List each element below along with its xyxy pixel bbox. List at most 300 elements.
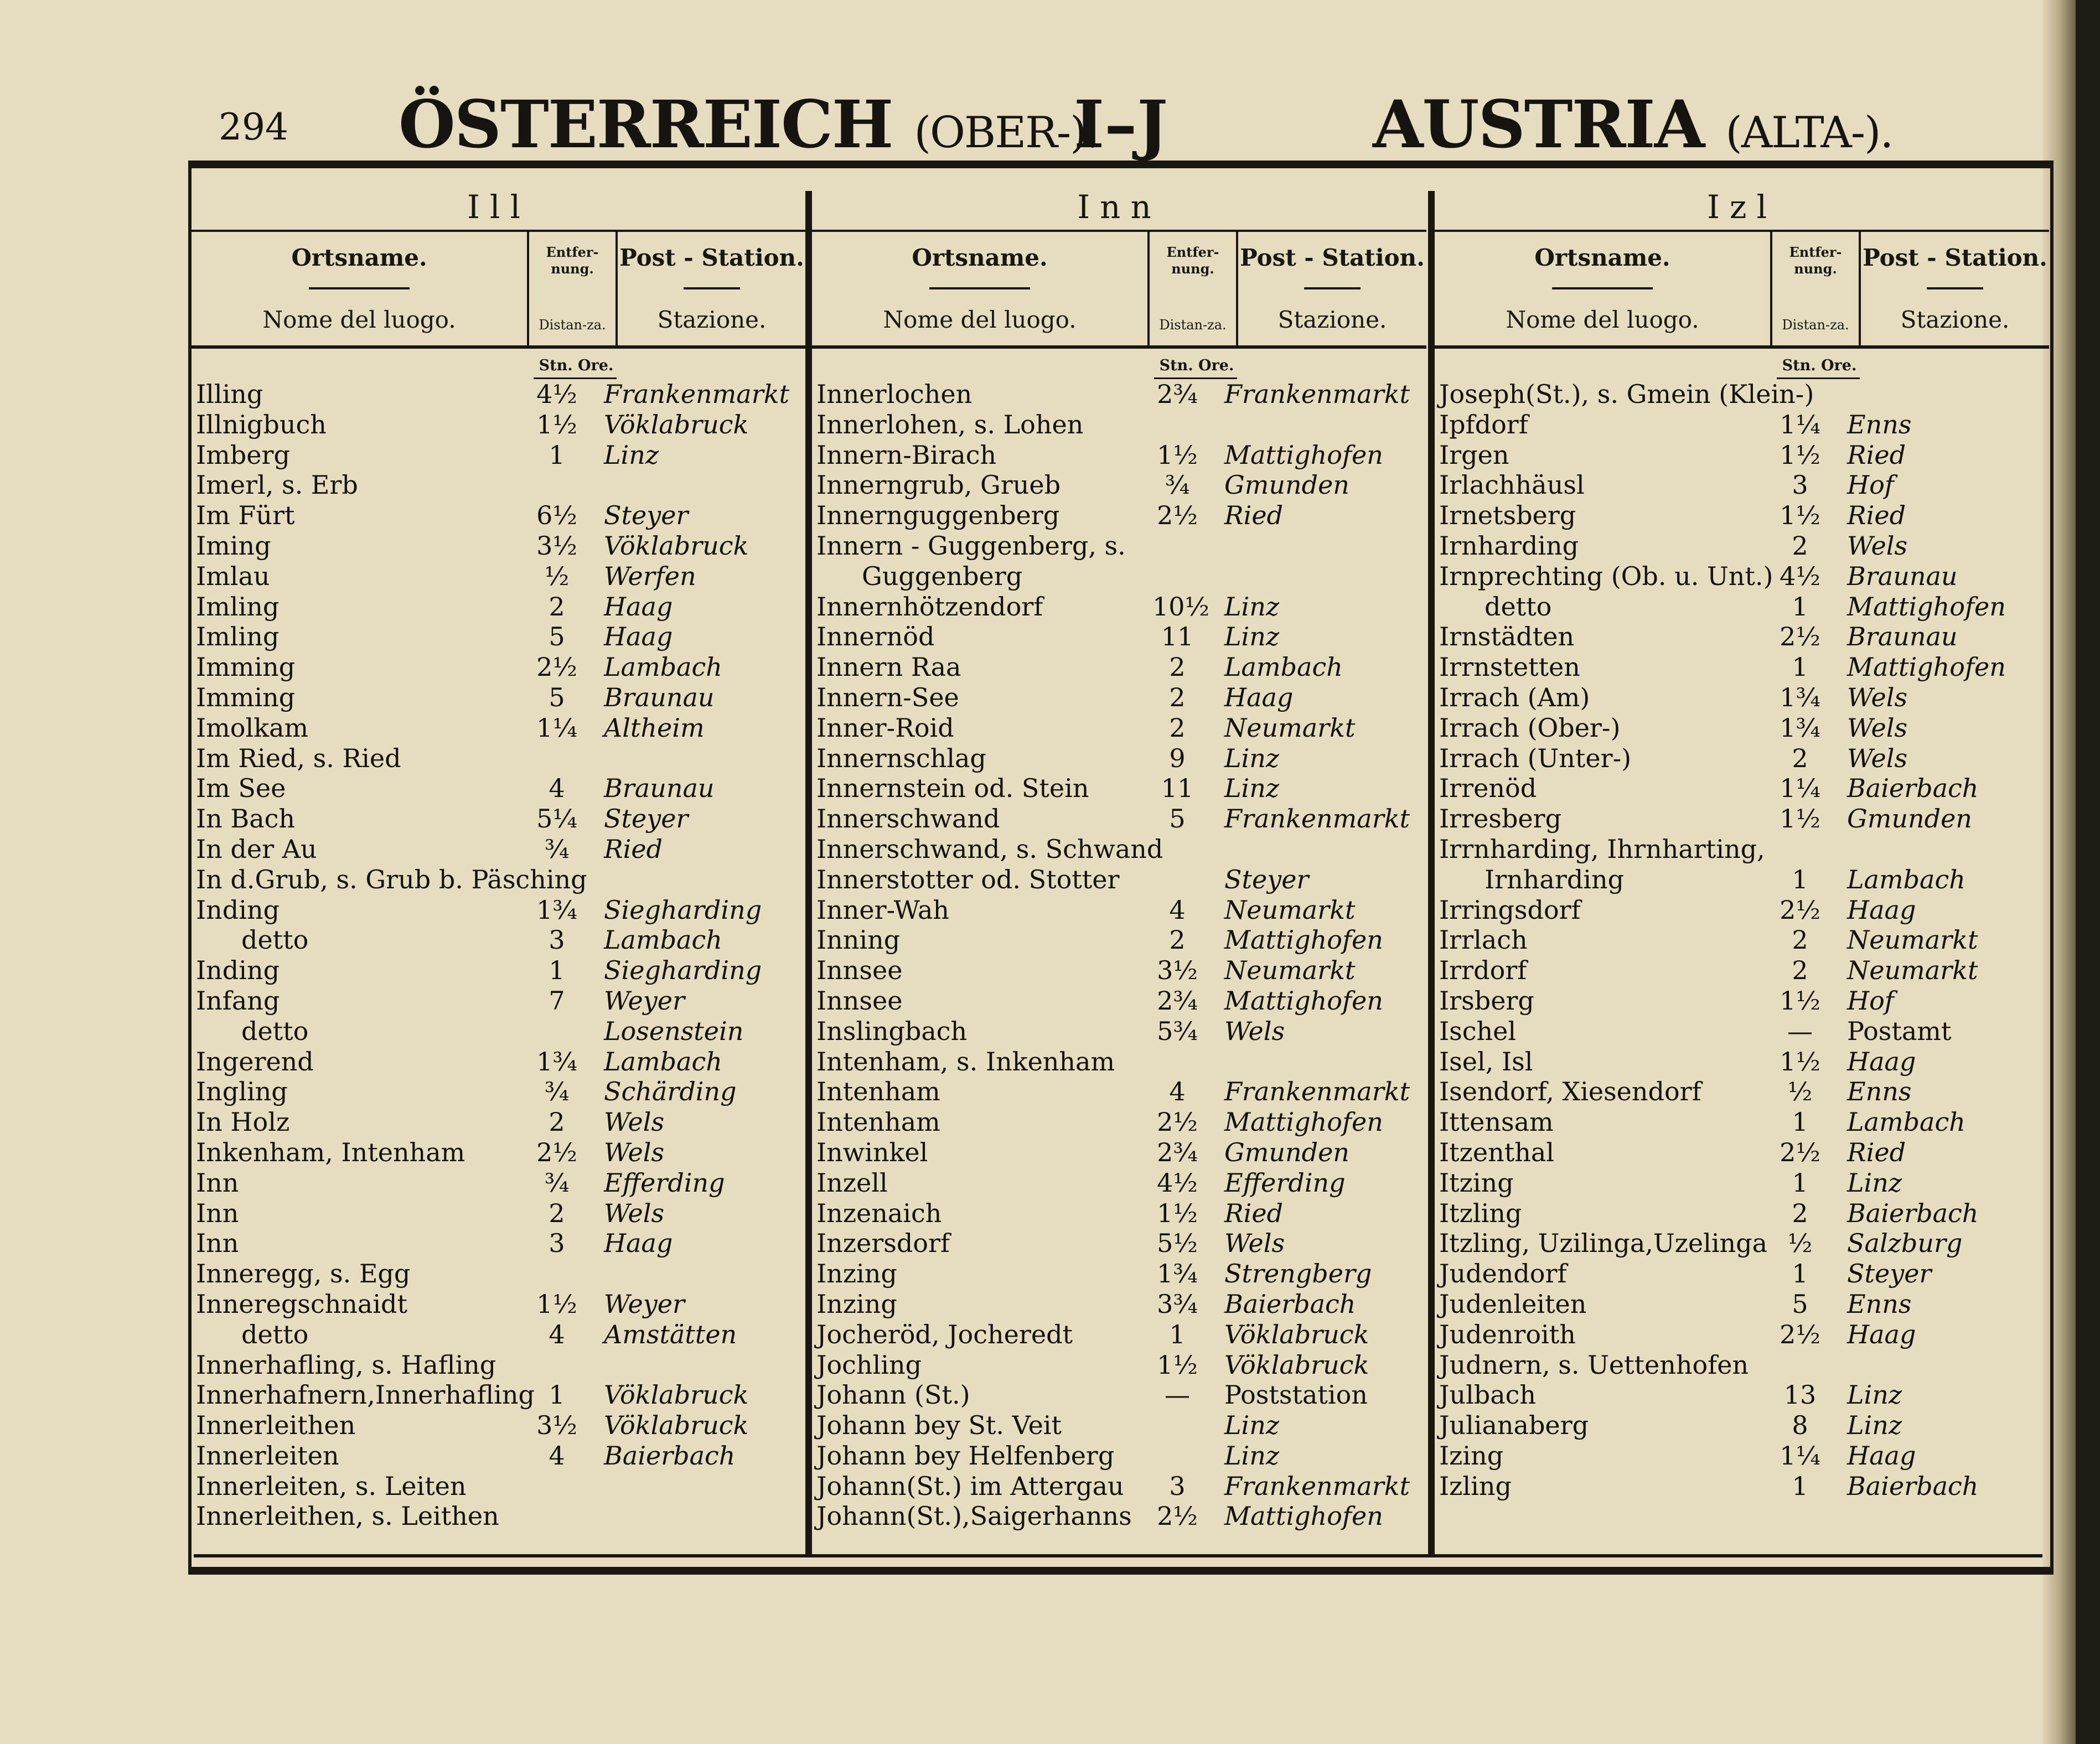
distance: 1¼ <box>1780 773 1820 804</box>
post-station: Linz <box>1847 1410 1902 1441</box>
distance: 1½ <box>1780 1046 1820 1077</box>
place-name: Innerlochen <box>816 379 973 409</box>
post-station: Mattighofen <box>1224 1107 1383 1137</box>
distance: ¾ <box>544 1077 570 1107</box>
column-divider <box>1428 191 1435 1555</box>
table-row <box>1435 1137 2049 1168</box>
table-row <box>1435 592 2049 622</box>
place-name: Innerleiten <box>196 1440 339 1471</box>
distance: 5½ <box>1157 1228 1198 1259</box>
post-station: Haag <box>1847 894 1916 925</box>
distance: 1¼ <box>536 712 577 743</box>
table-row <box>1435 925 2049 955</box>
header-post-station <box>1238 232 1426 345</box>
table-row <box>192 1441 806 1471</box>
table-row <box>192 1501 806 1531</box>
table-row <box>192 440 806 470</box>
label-post-station: Post - Station. <box>1863 244 2047 271</box>
post-station: Ried <box>604 834 663 864</box>
table-row <box>812 986 1426 1016</box>
place-name: Innerlohen, s. Lohen <box>816 409 1084 439</box>
title-italian <box>1373 77 1892 172</box>
place-name: Inding <box>196 955 280 986</box>
table-row <box>192 652 806 682</box>
table-row <box>1435 1077 2049 1107</box>
place-name: Inslingbach <box>816 1016 968 1046</box>
distance: 6½ <box>536 500 577 531</box>
distance: 1¾ <box>536 1046 577 1077</box>
distance: 1½ <box>1780 439 1820 470</box>
place-name: Innerleithen <box>196 1410 356 1441</box>
distance: 4 <box>549 1440 565 1471</box>
table-row <box>812 895 1426 925</box>
place-name: Irnstädten <box>1439 622 1575 652</box>
table-row <box>192 1077 806 1107</box>
place-name: Inzing <box>816 1259 897 1289</box>
place-name: Intenham, s. Inkenham <box>816 1046 1115 1077</box>
place-name: Intenham <box>816 1077 940 1107</box>
table-row <box>192 1319 806 1350</box>
table-row <box>1435 652 2049 682</box>
header-rule <box>929 287 1030 289</box>
table-row <box>1435 1471 2049 1502</box>
post-station: Wels <box>1847 530 1908 561</box>
place-name: Imming <box>196 682 296 712</box>
post-station: Ried <box>1224 1198 1284 1228</box>
place-name: Irnharding <box>1439 530 1579 561</box>
place-name: Irringsdorf <box>1439 894 1581 925</box>
place-name: Itzling, Uzilinga,Uzelinga <box>1439 1228 1768 1259</box>
post-station: Ried <box>1224 500 1284 531</box>
post-station: Frankenmarkt <box>1224 1471 1410 1501</box>
post-station: Vöklabruck <box>604 530 749 561</box>
distance: 1 <box>1792 1259 1808 1289</box>
table-row <box>1435 1047 2049 1077</box>
table-row <box>812 592 1426 622</box>
place-name: Johann(St.) im Attergau <box>816 1471 1124 1501</box>
post-station: Efferding <box>604 1167 725 1198</box>
post-station: Salzburg <box>1847 1228 1963 1259</box>
table-row <box>812 1441 1426 1471</box>
place-name: Johann (St.) <box>816 1380 970 1410</box>
table-row <box>812 652 1426 682</box>
place-name: Innerschwand <box>816 804 1000 834</box>
distance: 1 <box>549 955 565 986</box>
distance: 1½ <box>1157 1349 1198 1380</box>
place-name: Innerhafnern,Innerhafling <box>196 1380 535 1410</box>
header-rule <box>684 287 740 289</box>
post-station: Mattighofen <box>1224 985 1383 1016</box>
post-station: Haag <box>1847 1440 1916 1471</box>
distance-unit: Stn. Ore. <box>539 357 614 374</box>
distance: 1½ <box>1780 804 1820 834</box>
post-station: Werfen <box>604 561 696 591</box>
distance: 1½ <box>1780 500 1820 531</box>
place-name: Inkenham, Intenham <box>196 1137 465 1167</box>
column-heading: Inn <box>1077 188 1161 226</box>
place-name: Jocheröd, Jocheredt <box>816 1319 1073 1349</box>
table-row <box>192 1168 806 1198</box>
place-name: Innernschlag <box>816 743 986 773</box>
post-station: Linz <box>1224 622 1280 652</box>
post-station: Neumarkt <box>1224 955 1356 986</box>
entry-list <box>1435 379 2049 1501</box>
place-name: Irrdorf <box>1439 955 1527 986</box>
place-name: detto <box>241 1319 309 1349</box>
place-name: Itzling <box>1439 1198 1522 1228</box>
place-name: Innerngrub, Grueb <box>816 470 1061 500</box>
place-name: Itzing <box>1439 1167 1514 1198</box>
post-station: Lambach <box>604 652 722 682</box>
table-row <box>1435 895 2049 925</box>
distance: 10½ <box>1152 591 1210 622</box>
place-name: Izing <box>1439 1440 1504 1471</box>
distance: 1 <box>1792 1167 1808 1198</box>
distance: ¾ <box>1165 470 1190 500</box>
table-row <box>192 622 806 652</box>
post-station: Hof <box>1847 985 1894 1016</box>
distance: 1½ <box>1157 1198 1198 1228</box>
post-station: Linz <box>1847 1380 1902 1410</box>
table-row <box>192 834 806 865</box>
place-name: Irrach (Ober-) <box>1439 712 1621 743</box>
table-row <box>192 379 806 410</box>
place-name: Innernguggenberg <box>816 500 1060 531</box>
entry-list <box>812 379 1426 1531</box>
table-row <box>192 743 806 774</box>
post-station: Linz <box>1224 591 1280 622</box>
place-name: Innern-See <box>816 682 959 712</box>
table-row <box>812 379 1426 410</box>
post-station: Linz <box>604 439 659 470</box>
distance: 4½ <box>1780 561 1820 591</box>
table-row <box>1435 804 2049 834</box>
place-name: Inn <box>196 1198 239 1228</box>
post-station: Ried <box>1847 500 1906 531</box>
table-row <box>192 470 806 500</box>
label-entfernung: Entfer-nung. <box>1166 244 1219 277</box>
place-name: Irlachhäusl <box>1439 470 1585 500</box>
distance: 1½ <box>536 409 577 439</box>
post-station: Vöklabruck <box>604 1410 749 1441</box>
post-station: Vöklabruck <box>1224 1349 1369 1380</box>
place-name: Irrenöd <box>1439 773 1537 804</box>
table-row <box>1435 1016 2049 1047</box>
place-name: Imming <box>196 652 296 682</box>
table-row <box>1435 1168 2049 1198</box>
table-row <box>192 865 806 895</box>
distance: 2 <box>1792 1198 1808 1228</box>
post-station: Neumarkt <box>1847 925 1978 955</box>
table-row <box>1435 743 2049 774</box>
place-name: Imolkam <box>196 712 309 743</box>
distance: 2 <box>549 1107 565 1137</box>
table-row <box>1435 1441 2049 1471</box>
table-row <box>1435 379 2049 410</box>
table-row <box>1435 622 2049 652</box>
table-row <box>812 561 1426 592</box>
header-post-station <box>618 232 806 345</box>
place-name: Inding <box>196 894 280 925</box>
place-name: Inner-Roid <box>816 712 954 743</box>
post-station: Weyer <box>604 1288 685 1319</box>
post-station: Strengberg <box>1224 1259 1372 1289</box>
distance: 5¼ <box>536 804 577 834</box>
table-header <box>812 230 1426 349</box>
post-station: Poststation <box>1224 1380 1368 1410</box>
table-row <box>192 682 806 713</box>
label-nome: Nome del luogo. <box>1506 306 1699 333</box>
table-row <box>812 804 1426 834</box>
post-station: Frankenmarkt <box>1224 379 1410 409</box>
label-ortsname: Ortsname. <box>291 244 427 271</box>
distance: 2½ <box>1780 1137 1820 1167</box>
table-row <box>1435 865 2049 895</box>
post-station: Mattighofen <box>1224 925 1383 955</box>
place-name: Irnetsberg <box>1439 500 1576 531</box>
post-station: Siegharding <box>604 894 762 925</box>
distance: 4 <box>549 1319 565 1349</box>
distance: 2½ <box>536 652 577 682</box>
table-row <box>812 622 1426 652</box>
label-distanza: Distan-za. <box>1782 317 1849 333</box>
post-station: Braunau <box>604 773 715 804</box>
post-station: Gmunden <box>1224 470 1349 500</box>
post-station: Efferding <box>1224 1167 1346 1198</box>
place-name: Innerleiten, s. Leiten <box>196 1471 467 1501</box>
place-name: Inn <box>196 1167 239 1198</box>
distance: 4 <box>1169 894 1186 925</box>
table-row <box>192 804 806 834</box>
post-station: Lambach <box>604 925 722 955</box>
distance: 1 <box>1792 1107 1808 1137</box>
table-row <box>812 1137 1426 1168</box>
table-row <box>812 773 1426 804</box>
table-row <box>1435 986 2049 1016</box>
post-station: Steyer <box>604 500 689 531</box>
post-station: Baierbach <box>1847 1471 1979 1501</box>
table-row <box>812 1168 1426 1198</box>
post-station: Frankenmarkt <box>1224 1077 1410 1107</box>
distance: 2 <box>1792 743 1808 773</box>
post-station: Enns <box>1847 409 1912 439</box>
header-distance <box>529 232 618 345</box>
label-stazione: Stazione. <box>1277 306 1387 333</box>
distance: 2½ <box>536 1137 577 1167</box>
post-station: Mattighofen <box>1847 591 2006 622</box>
column-3 <box>1435 166 2049 1561</box>
table-row <box>192 1289 806 1319</box>
distance: 2½ <box>1157 1501 1198 1531</box>
post-station: Linz <box>1224 1410 1280 1441</box>
distance: 1¾ <box>1157 1259 1198 1289</box>
distance: 2 <box>549 1198 565 1228</box>
table-row <box>812 470 1426 500</box>
place-name: Innernöd <box>816 622 935 652</box>
header-rule <box>1927 287 1983 289</box>
post-station: Lambach <box>1847 864 1965 894</box>
post-station: Enns <box>1847 1077 1912 1107</box>
post-station: Wels <box>1224 1016 1285 1046</box>
title-german-sub: (OBER-). <box>914 108 1099 158</box>
place-name: Iming <box>196 530 271 561</box>
place-name: Imling <box>196 591 280 622</box>
table-row <box>812 1107 1426 1137</box>
post-station: Neumarkt <box>1224 712 1356 743</box>
place-name: Inzenaich <box>816 1198 942 1228</box>
distance: 13 <box>1783 1380 1817 1410</box>
header-ortsname <box>192 232 529 345</box>
column-divider <box>805 191 812 1555</box>
place-name: Judenleiten <box>1439 1288 1587 1319</box>
post-station: Hof <box>1847 470 1894 500</box>
post-station: Frankenmarkt <box>1224 804 1410 834</box>
distance: 1½ <box>1157 439 1198 470</box>
distance: 2 <box>1169 652 1186 682</box>
label-ortsname: Ortsname. <box>1534 244 1670 271</box>
distance: 3 <box>1792 470 1808 500</box>
title-italian-sub: (ALTA-). <box>1725 108 1893 158</box>
table-row <box>192 955 806 986</box>
post-station: Vöklabruck <box>604 1380 749 1410</box>
post-station: Lambach <box>1224 652 1343 682</box>
distance: 1 <box>1792 864 1808 894</box>
distance: 1 <box>1792 591 1808 622</box>
bottom-rule <box>194 1554 2042 1557</box>
distance: 1¾ <box>536 894 577 925</box>
post-station: Altheim <box>604 712 705 743</box>
entry-list <box>192 379 806 1531</box>
table-row <box>1435 1259 2049 1289</box>
post-station: Braunau <box>1847 622 1958 652</box>
table-row <box>1435 834 2049 865</box>
post-station: Vöklabruck <box>1224 1319 1369 1349</box>
post-station: Frankenmarkt <box>604 379 790 409</box>
post-station: Linz <box>1224 1440 1280 1471</box>
table-row <box>192 713 806 743</box>
label-post-station: Post - Station. <box>1240 244 1425 271</box>
letter-range: I–J <box>1074 86 1168 163</box>
distance: 1½ <box>1780 985 1820 1016</box>
table-row <box>812 1501 1426 1531</box>
place-name: detto <box>241 1016 309 1046</box>
distance: 8 <box>1792 1410 1808 1441</box>
page-number: 294 <box>219 106 288 148</box>
distance: 2½ <box>1780 894 1820 925</box>
distance: 2½ <box>1780 1319 1820 1349</box>
post-station: Wels <box>1847 712 1908 743</box>
table-row <box>812 410 1426 440</box>
post-station: Haag <box>604 622 673 652</box>
distance: 4 <box>1169 1077 1186 1107</box>
table-row <box>812 1016 1426 1047</box>
post-station: Steyer <box>1847 1259 1932 1289</box>
distance: 2¾ <box>1157 985 1198 1016</box>
table-row <box>1435 500 2049 531</box>
table-row <box>192 1137 806 1168</box>
table-row <box>192 1410 806 1441</box>
place-name: Im See <box>196 773 286 804</box>
place-name: Ingerend <box>196 1046 314 1077</box>
place-name: Ingling <box>196 1077 288 1107</box>
post-station: Amstätten <box>604 1319 737 1349</box>
table-row <box>1435 561 2049 592</box>
place-name: In Bach <box>196 804 296 834</box>
post-station: Linz <box>1224 743 1280 773</box>
distance: 2 <box>1792 530 1808 561</box>
post-station: Linz <box>1224 773 1280 804</box>
post-station: Linz <box>1847 1167 1902 1198</box>
place-name: Innern - Guggenberg, s. <box>816 530 1126 561</box>
place-name: Johann bey Helfenberg <box>816 1440 1115 1471</box>
distance: 1¼ <box>1780 1440 1820 1471</box>
table-row <box>1435 1350 2049 1380</box>
table-row <box>812 1289 1426 1319</box>
distance: 2½ <box>1780 622 1820 652</box>
table-row <box>812 1077 1426 1107</box>
table-row <box>1435 713 2049 743</box>
place-name: Johann(St.),Saigerhanns <box>816 1501 1132 1531</box>
place-name: Inzing <box>816 1288 897 1319</box>
distance: — <box>1787 1016 1813 1046</box>
table-row <box>192 1259 806 1289</box>
distance: 1 <box>1169 1319 1186 1349</box>
distance: 5 <box>1169 804 1186 834</box>
label-entfernung: Entfer-nung. <box>1789 244 1842 277</box>
label-post-station: Post - Station. <box>619 244 804 271</box>
place-name: Irresberg <box>1439 804 1562 834</box>
distance: 2 <box>549 591 565 622</box>
distance: 1 <box>549 439 565 470</box>
table-row <box>1435 470 2049 500</box>
post-station: Mattighofen <box>1224 439 1383 470</box>
distance: 1¾ <box>1780 682 1820 712</box>
post-station: Steyer <box>604 804 689 834</box>
distance: 2½ <box>1157 500 1198 531</box>
post-station: Baierbach <box>1847 1198 1979 1228</box>
label-nome: Nome del luogo. <box>883 306 1077 333</box>
header-post-station <box>1861 232 2049 345</box>
distance: 2 <box>1169 682 1186 712</box>
post-station: Wels <box>1847 743 1908 773</box>
table-row <box>1435 1107 2049 1137</box>
place-name: Itzenthal <box>1439 1137 1554 1167</box>
distance: 2 <box>1792 925 1808 955</box>
table-header <box>1435 230 2049 349</box>
label-stazione: Stazione. <box>657 306 767 333</box>
label-entfernung: Entfer-nung. <box>546 244 599 277</box>
table-row <box>812 1259 1426 1289</box>
table-row <box>812 682 1426 713</box>
post-station: Enns <box>1847 1288 1912 1319</box>
table-row <box>812 834 1426 865</box>
table-row <box>812 925 1426 955</box>
place-name: Imberg <box>196 439 290 470</box>
place-name: Isel, Isl <box>1439 1046 1533 1077</box>
header-ortsname <box>1435 232 1772 345</box>
post-station: Wels <box>604 1198 665 1228</box>
distance: 3¾ <box>1157 1288 1198 1319</box>
header-rule <box>1552 287 1653 289</box>
table-row <box>1435 531 2049 561</box>
distance: 11 <box>1161 622 1194 652</box>
post-station: Wels <box>1224 1228 1285 1259</box>
table-row <box>1435 1380 2049 1410</box>
label-nome: Nome del luogo. <box>262 306 456 333</box>
distance: 4½ <box>536 379 577 409</box>
post-station: Siegharding <box>604 955 762 986</box>
label-distanza: Distan-za. <box>1159 317 1227 333</box>
